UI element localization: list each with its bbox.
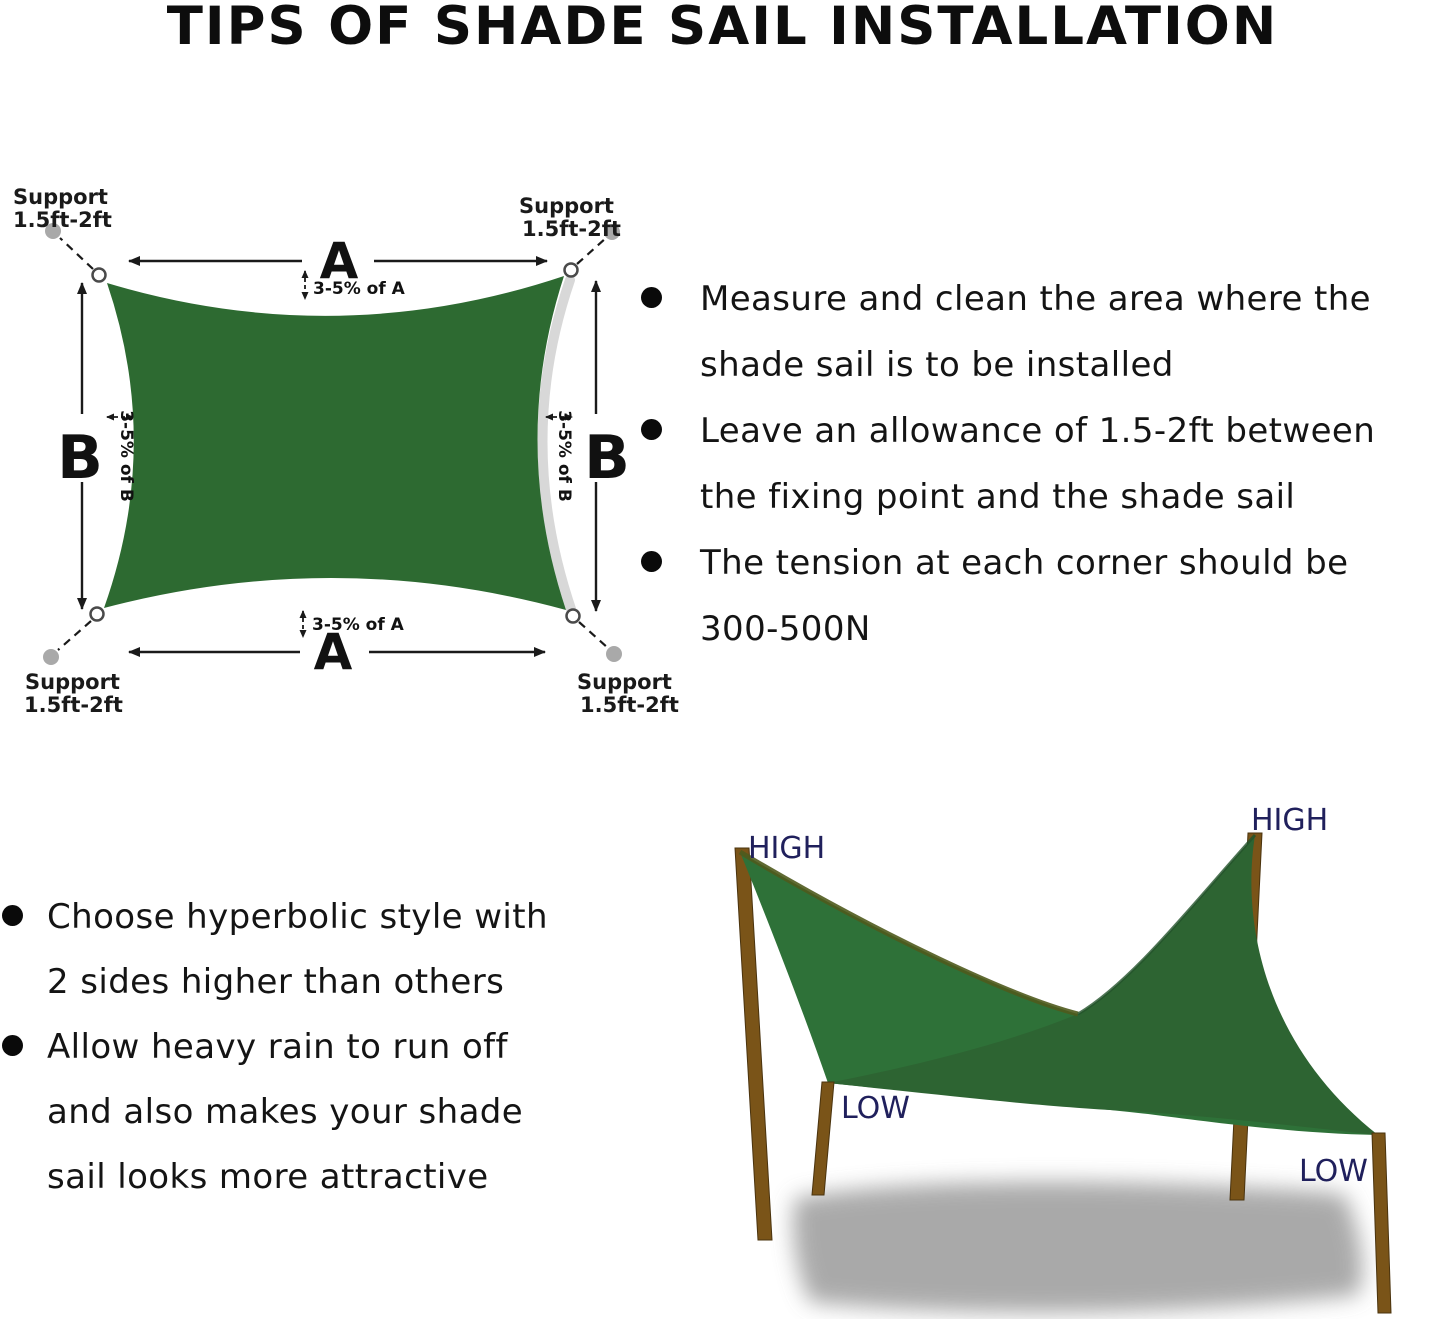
corner-ring-icon xyxy=(565,264,578,277)
support-connector-line xyxy=(58,621,91,650)
corner-ring-icon xyxy=(93,269,106,282)
bullet-icon xyxy=(641,287,662,308)
support-label: Support xyxy=(25,670,120,694)
bullet-icon xyxy=(641,419,662,440)
tip-text: sail looks more attractive xyxy=(47,1157,489,1197)
shade-sail-shape xyxy=(104,276,566,610)
list-item xyxy=(1,1015,635,1210)
support-range-label: 1.5ft-2ft xyxy=(24,693,123,717)
list-item xyxy=(631,398,1445,530)
support-dot-icon xyxy=(43,649,59,665)
support-range-label: 1.5ft-2ft xyxy=(522,217,621,241)
sag-a-label: 3-5% of A xyxy=(313,279,405,299)
support-label: Support xyxy=(519,194,614,218)
tip-text: Allow heavy rain to run off xyxy=(47,1027,508,1067)
dimension-a-label: A xyxy=(319,232,359,290)
sag-b-label: 3-5% of B xyxy=(116,410,136,502)
list-item xyxy=(631,530,1445,662)
corner-ring-icon xyxy=(91,608,104,621)
support-connector-line xyxy=(579,622,608,648)
tip-text: The tension at each corner should be xyxy=(700,543,1349,583)
dimension-b-label: B xyxy=(57,423,103,493)
high-label: HIGH xyxy=(748,831,826,866)
sag-a-label: 3-5% of A xyxy=(312,615,404,635)
page-title: TIPS OF SHADE SAIL INSTALLATION xyxy=(166,0,1279,57)
dimension-b-label: B xyxy=(584,423,630,493)
low-post-right xyxy=(1372,1133,1391,1313)
support-label: Support xyxy=(577,670,672,694)
tip-text: 300-500N xyxy=(700,609,871,649)
ground-shadow xyxy=(793,1182,1362,1313)
support-dot-icon xyxy=(606,646,622,662)
tip-text: Choose hyperbolic style with xyxy=(47,897,548,937)
bullet-icon xyxy=(2,905,23,926)
support-range-label: 1.5ft-2ft xyxy=(13,208,112,232)
support-label: Support xyxy=(13,185,108,209)
high-label: HIGH xyxy=(1251,803,1329,838)
list-item xyxy=(1,885,635,1015)
bullet-icon xyxy=(641,551,662,572)
tip-text: Leave an allowance of 1.5-2ft between xyxy=(700,411,1376,451)
installation-tips-list xyxy=(631,266,1445,662)
dimension-a-label: A xyxy=(313,623,353,681)
shade-sail-dimension-diagram xyxy=(0,180,680,725)
tip-text: the fixing point and the shade sail xyxy=(700,477,1296,517)
corner-ring-icon xyxy=(567,610,580,623)
bullet-icon xyxy=(2,1035,23,1056)
tip-text: 2 sides higher than others xyxy=(47,962,505,1002)
support-range-label: 1.5ft-2ft xyxy=(580,693,679,717)
low-post-left xyxy=(812,1082,834,1195)
tip-text: and also makes your shade xyxy=(47,1092,524,1132)
tip-text: Measure and clean the area where the xyxy=(700,279,1371,319)
low-label: LOW xyxy=(1299,1154,1368,1189)
sag-b-label: 3-5% of B xyxy=(554,410,574,502)
hyperbolic-installation-illustration xyxy=(700,790,1445,1319)
support-connector-line xyxy=(577,238,606,264)
list-item xyxy=(631,266,1445,398)
tip-text: shade sail is to be installed xyxy=(700,345,1174,385)
low-label: LOW xyxy=(841,1091,910,1126)
style-tips-list xyxy=(1,885,635,1210)
support-connector-line xyxy=(60,238,93,269)
